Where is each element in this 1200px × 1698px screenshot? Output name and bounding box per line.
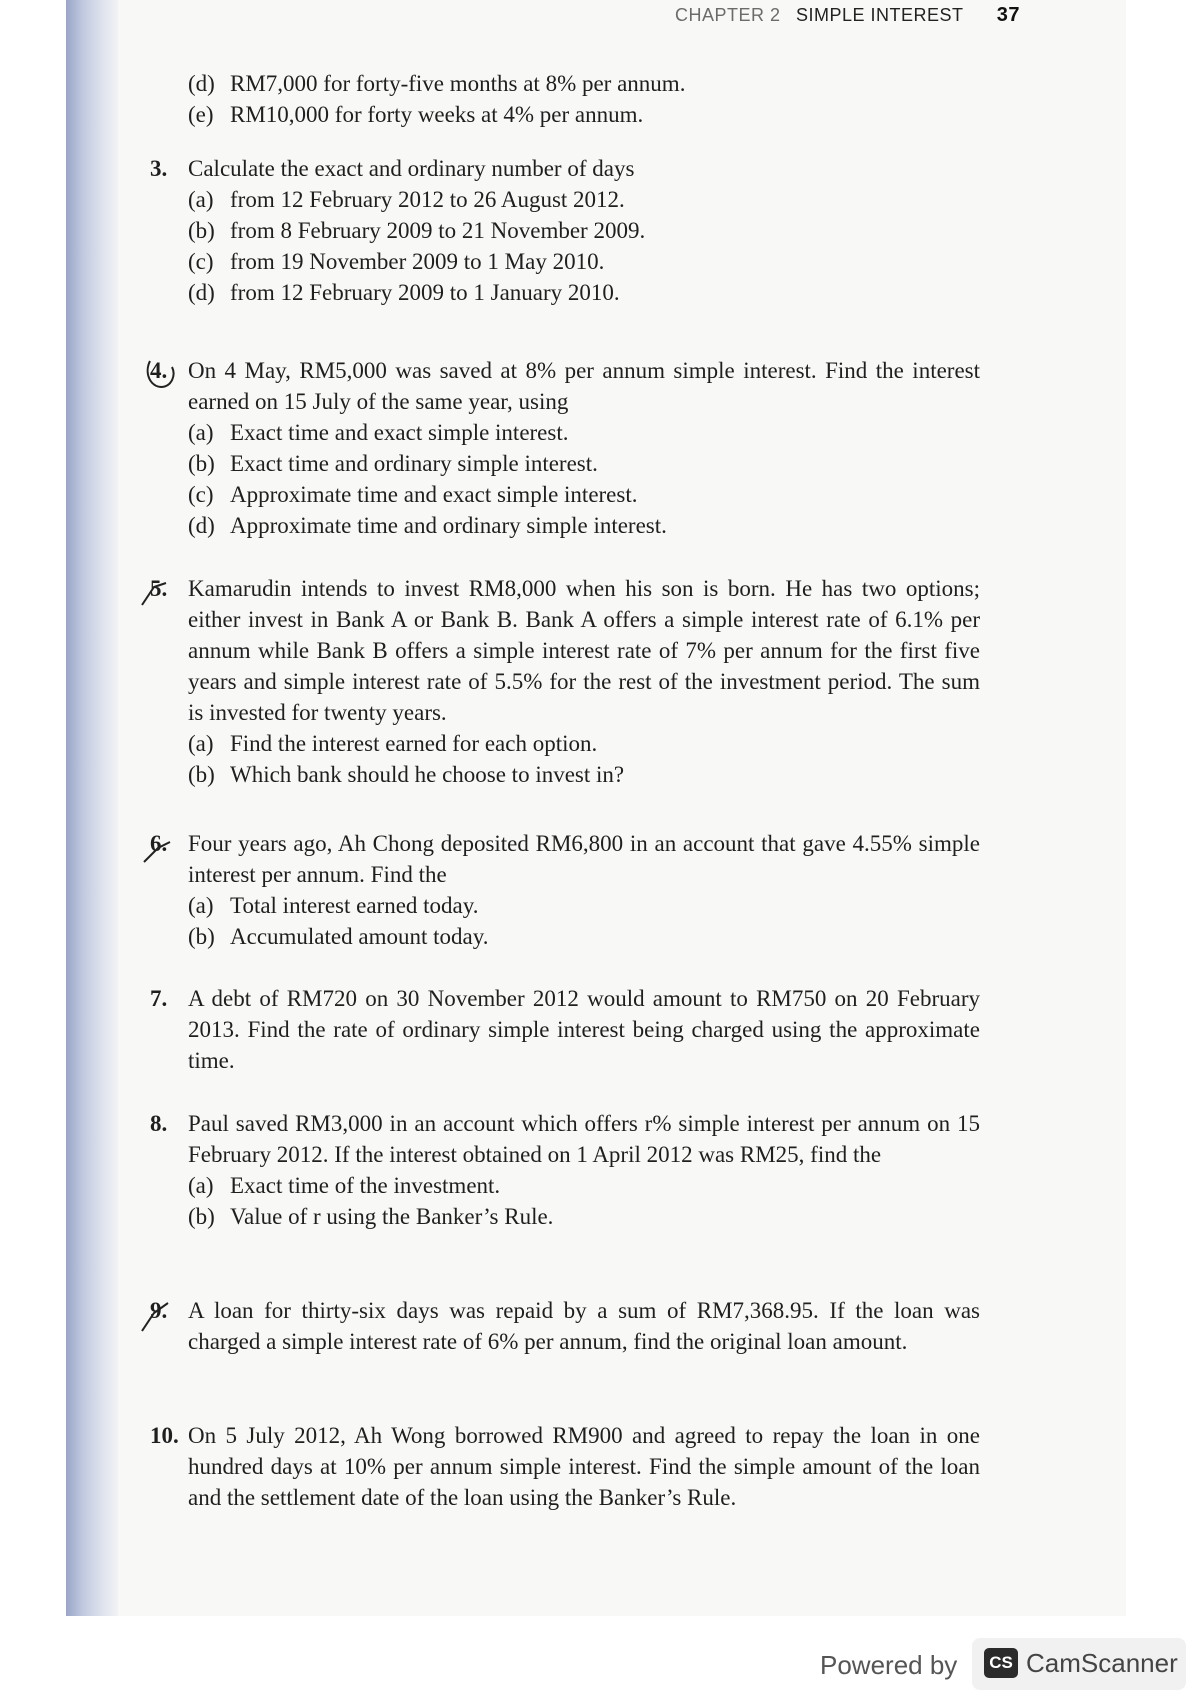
- question-stem: Calculate the exact and ordinary number of days: [188, 156, 635, 181]
- question-number: 10.: [150, 1423, 179, 1448]
- question-10: [150, 1420, 980, 1513]
- question-5: [150, 573, 980, 790]
- chapter-label: CHAPTER 2: [674, 5, 781, 25]
- list-item: (b) Exact time and ordinary simple interest.: [188, 451, 598, 476]
- list-item: (d) from 12 February 2009 to 1 January 2010.: [188, 280, 620, 305]
- list-item: (b) Accumulated amount today.: [188, 924, 489, 949]
- page-number: 37: [996, 4, 1020, 26]
- section-title: SIMPLE INTEREST: [796, 5, 964, 25]
- question-7: [150, 983, 980, 1076]
- question-stem: Kamarudin intends to invest RM8,000 when his son is born. He has two options; either invest in Bank A or Bank B. Bank A offers a simple interest rate of 6.1% per annum while Bank B offers a simple interest rate of 7% per annum for the first five years and simple interest rate of 5.5% for the rest of the investment period. The sum is invested for twenty years.: [188, 576, 980, 725]
- question-number: 8.: [150, 1111, 168, 1136]
- question-number: 6.: [150, 831, 168, 856]
- list-item: (b) Value of r using the Banker’s Rule.: [188, 1204, 554, 1229]
- list-item: (a) Total interest earned today.: [188, 893, 479, 918]
- page-header: [675, 4, 1020, 27]
- handwritten-circle-mark: [144, 353, 178, 391]
- list-item: (a) from 12 February 2012 to 26 August 2012.: [188, 187, 625, 212]
- list-item: (a) Exact time and exact simple interest.: [188, 420, 569, 445]
- list-item: (d) Approximate time and ordinary simple interest.: [188, 513, 667, 538]
- list-item: (a) Exact time of the investment.: [188, 1173, 501, 1198]
- question-stem: Four years ago, Ah Chong deposited RM6,800 in an account that gave 4.55% simple interest per annum. Find the: [188, 831, 980, 887]
- powered-by-label: Powered by: [820, 1650, 958, 1680]
- list-item: (a) Find the interest earned for each option.: [188, 731, 598, 756]
- camscanner-brand: CamScanner: [1026, 1648, 1178, 1678]
- question-2-continued: [150, 68, 980, 130]
- question-6: [150, 828, 980, 952]
- handwritten-tick-mark: [140, 579, 170, 609]
- list-item: (b) Which bank should he choose to invest in?: [188, 762, 625, 787]
- question-number: 5.: [150, 576, 168, 601]
- question-number: 4.: [150, 358, 168, 383]
- question-number: 9.: [150, 1298, 168, 1323]
- book-spine-shadow: [66, 0, 118, 1616]
- list-item: (c) Approximate time and exact simple interest.: [188, 482, 638, 507]
- handwritten-tick-mark: [140, 1301, 170, 1335]
- list-item: (c) from 19 November 2009 to 1 May 2010.: [188, 249, 605, 274]
- camscanner-logo-icon: CS: [984, 1648, 1018, 1678]
- question-stem: On 4 May, RM5,000 was saved at 8% per annum simple interest. Find the interest earned on 15 July of the same year, using: [188, 358, 980, 414]
- question-3: [150, 153, 980, 308]
- question-stem: A debt of RM720 on 30 November 2012 would amount to RM750 on 20 February 2013. Find the rate of ordinary simple interest being charged using the approximate time.: [188, 986, 980, 1073]
- question-8: [150, 1108, 980, 1232]
- question-stem: Paul saved RM3,000 in an account which offers r% simple interest per annum on 15 February 2012. If the interest obtained on 1 April 2012 was RM25, find the: [188, 1111, 980, 1167]
- list-item: (b) from 8 February 2009 to 21 November 2009.: [188, 218, 646, 243]
- question-stem: A loan for thirty-six days was repaid by a sum of RM7,368.95. If the loan was charged a simple interest rate of 6% per annum, find the original loan amount.: [188, 1298, 980, 1354]
- handwritten-tick-mark: [142, 836, 172, 866]
- question-number: 3.: [150, 156, 168, 181]
- question-stem: On 5 July 2012, Ah Wong borrowed RM900 and agreed to repay the loan in one hundred days at 10% per annum simple interest. Find the simple amount of the loan and the settlement date of the loan using the Banker’s Rule.: [188, 1423, 980, 1510]
- question-9: [150, 1295, 980, 1357]
- camscanner-badge: [972, 1638, 1186, 1690]
- question-4: [150, 355, 980, 541]
- list-item: (d) RM7,000 for forty-five months at 8% per annum.: [188, 71, 686, 96]
- list-item: (e) RM10,000 for forty weeks at 4% per annum.: [188, 102, 644, 127]
- question-number: 7.: [150, 986, 168, 1011]
